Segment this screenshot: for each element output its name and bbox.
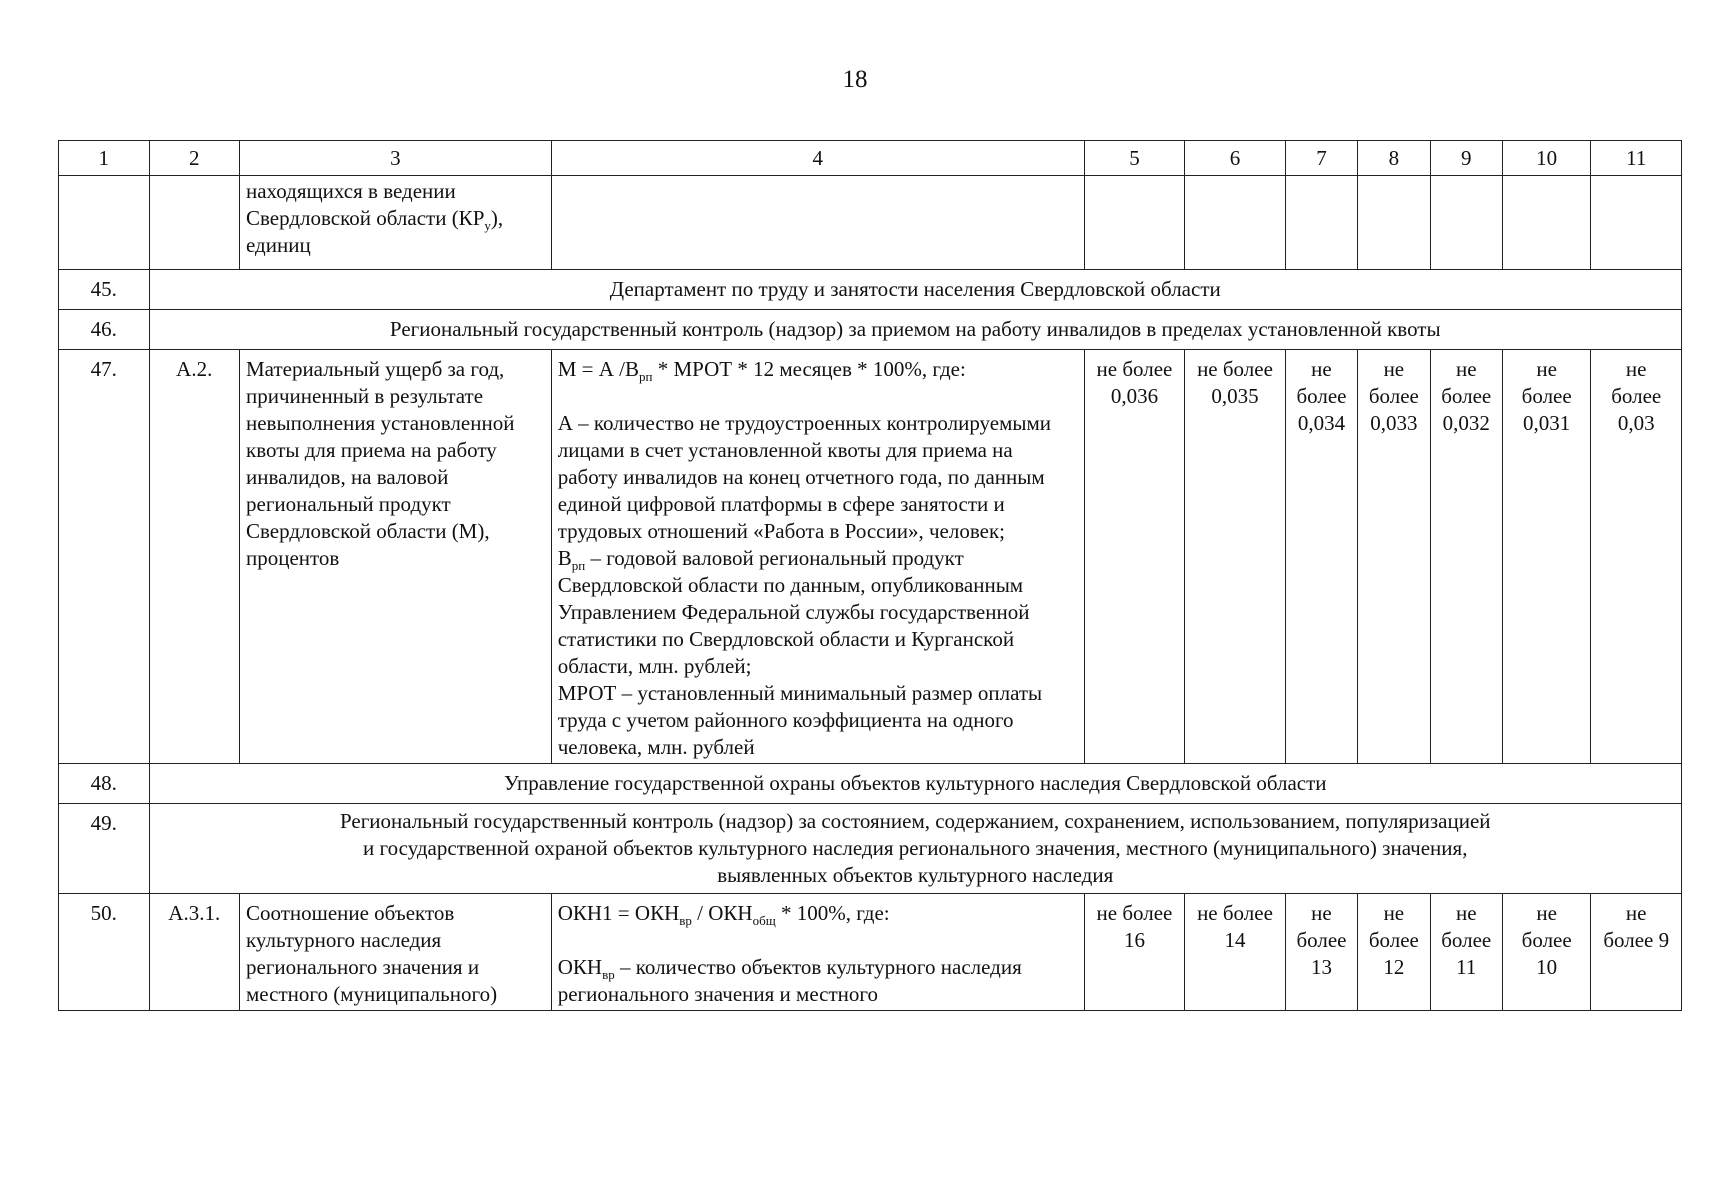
section-row-48 [59,764,1682,804]
section-title: Региональный государственный контроль (надзор) за приемом на работу инвалидов в пределах установленной квоты [149,310,1682,350]
target-value: не более 0,031 [1502,350,1590,764]
target-value: не более 0,032 [1430,350,1502,764]
header-cell: 10 [1502,141,1590,176]
target-value: не более 14 [1185,894,1286,1011]
indicator-name: Материальный ущерб за год, причиненный в результате невыполнения установленной квоты для приема на работу инвалидов, на валовой региональный продукт Свердловской области (М), процентов [240,350,552,764]
target-value: не более 0,034 [1285,350,1357,764]
header-cell: 11 [1591,141,1682,176]
header-cell: 3 [240,141,552,176]
indicators-table [58,140,1682,1011]
indicator-name-cell: находящихся в ведении Свердловской области $(КР_у)$, единиц [240,176,552,270]
row-number: 49. [59,804,150,894]
section-title: Управление государственной охраны объектов культурного наследия Свердловской области [149,764,1682,804]
indicator-code: А.3.1. [149,894,240,1011]
header-cell: 6 [1185,141,1286,176]
target-value: не более 9 [1591,894,1682,1011]
target-value: не более 0,03 [1591,350,1682,764]
section-title: Региональный государственный контроль (надзор) за состоянием, содержанием, сохранением, использованием, популяризацией и государственной охраной объектов культурного наследия регионального значения, местного (муниципального) значения, выявленных объектов культурного наследия [149,804,1682,894]
indicator-code: А.2. [149,350,240,764]
target-value: не более 11 [1430,894,1502,1011]
target-value: не более 0,033 [1358,350,1430,764]
target-value: не более 10 [1502,894,1590,1011]
row-number: 50. [59,894,150,1011]
indicator-row-50 [59,894,1682,1011]
row-number: 45. [59,270,150,310]
target-value: не более 13 [1285,894,1357,1011]
section-row-49 [59,804,1682,894]
header-cell: 9 [1430,141,1502,176]
target-value: не более 0,035 [1185,350,1286,764]
header-cell: 2 [149,141,240,176]
row-number: 48. [59,764,150,804]
page-number: 18 [842,66,868,93]
row-number: 47. [59,350,150,764]
header-cell: 8 [1358,141,1430,176]
indicator-formula: М = А $/В_{рп}$ * МРОТ * 12 месяцев * 100%, где: А – количество не трудоустроенных контролируемыми лицами в счет установленной квоты для приема на работу инвалидов на конец отчетного года, по данным единой цифровой платформы в сфере занятости и трудовых отношений «Работа в России», человек; $В_{рп}$ – годовой валовой региональный продукт Свердловской области по данным, опубликованным Управлением Федеральной службы государственной статистики по Свердловской области и Курганской области, млн. рублей; МРОТ – установленный минимальный размер оплаты труда с учетом районного коэффициента на одного человека, млн. рублей [551,350,1084,764]
header-cell: 1 [59,141,150,176]
header-cell: 7 [1285,141,1357,176]
target-value: не более 12 [1358,894,1430,1011]
section-row-45 [59,270,1682,310]
header-cell: 4 [551,141,1084,176]
row-number: 46. [59,310,150,350]
indicator-name: Соотношение объектов культурного наследия регионального значения и местного (муниципального) [240,894,552,1011]
indicator-row-47 [59,350,1682,764]
section-title: Департамент по труду и занятости населения Свердловской области [149,270,1682,310]
section-row-46 [59,310,1682,350]
header-row [59,141,1682,176]
continued-row [59,176,1682,270]
target-value: не более 16 [1084,894,1185,1011]
header-cell: 5 [1084,141,1185,176]
indicator-formula: $ОКН1 = ОКН_{вр} / ОКН_{общ} * 100\%$, где: $ОКН_{вр}$ – количество объектов культурного наследия регионального значения и местного [551,894,1084,1011]
target-value: не более 0,036 [1084,350,1185,764]
